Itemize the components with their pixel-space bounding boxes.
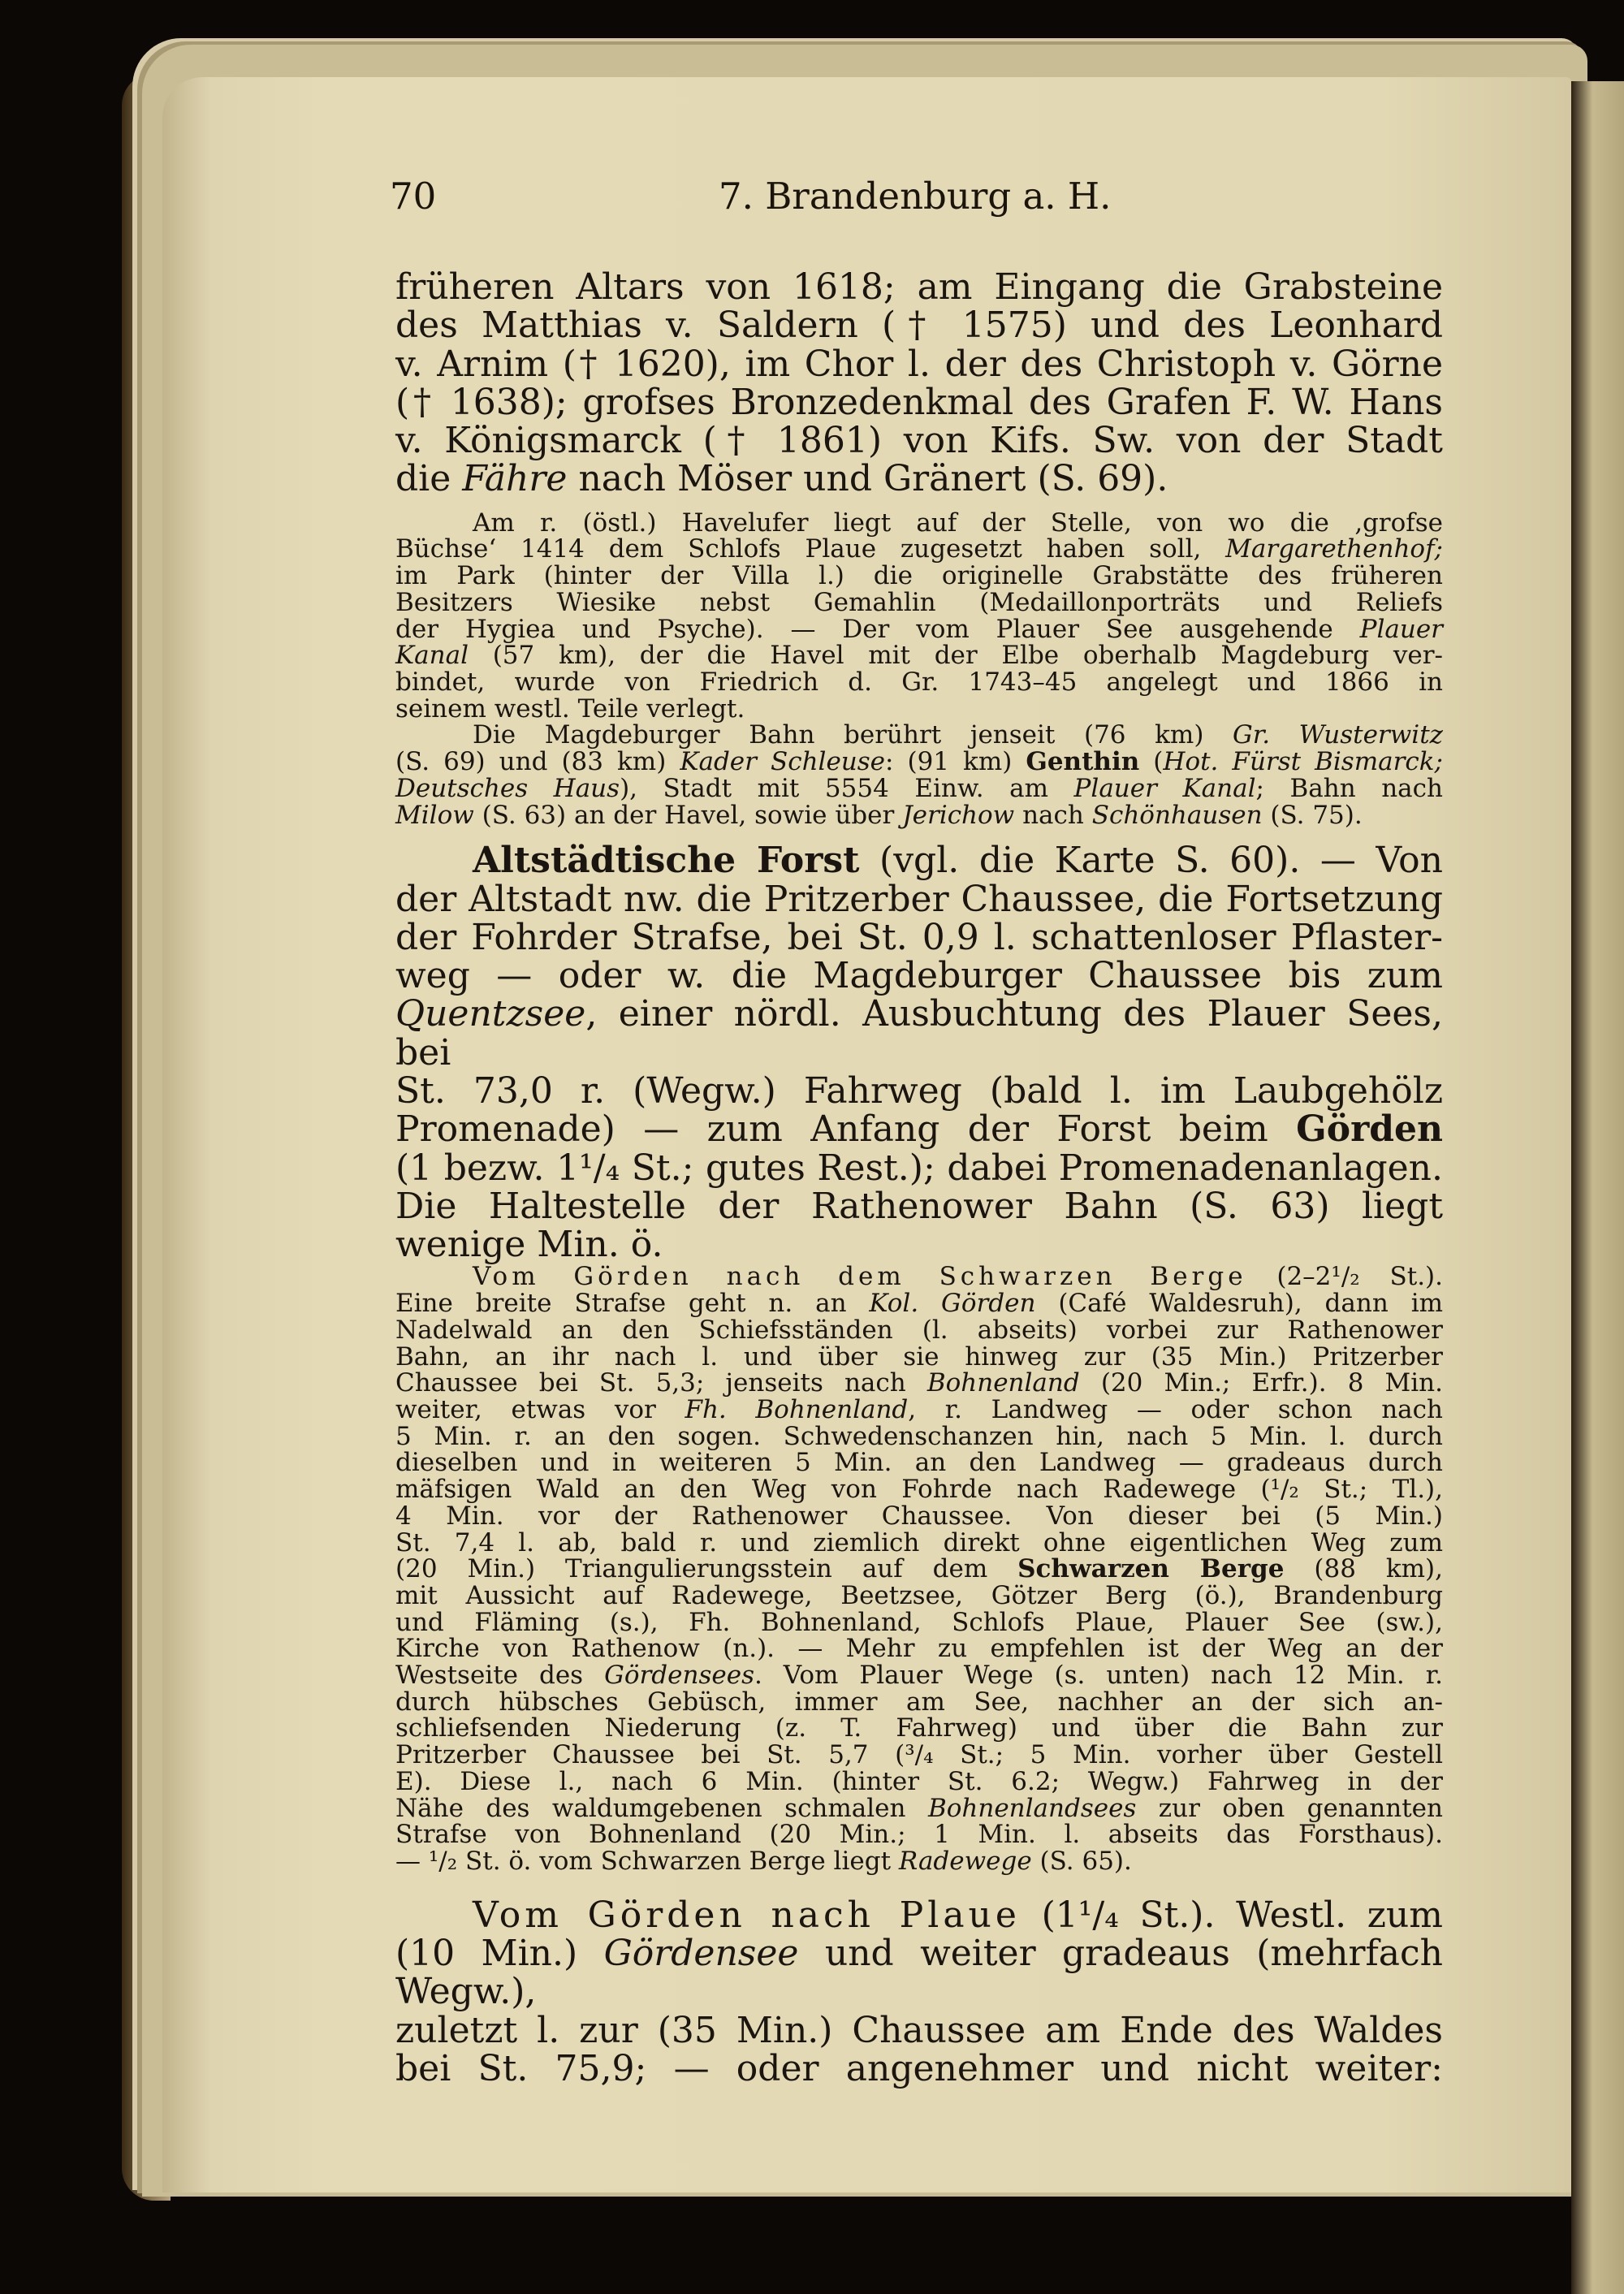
text-line: Deutsches Haus), Stadt mit 5554 Einw. am Plauer Kanal; Bahn nach bbox=[395, 773, 1443, 803]
text-line: Am r. (östl.) Havelufer liegt auf der Stelle, von wo die ‚grofse bbox=[473, 508, 1443, 538]
running-header bbox=[390, 175, 1445, 223]
text-line: bindet, wurde von Friedrich d. Gr. 1743–45 angelegt und 1866 in bbox=[395, 667, 1443, 697]
text-line: Die Magdeburger Bahn berührt jenseit (76 km) Gr. Wusterwitz bbox=[473, 720, 1443, 750]
text-line: E). Diese l., nach 6 Min. (hinter St. 6.2; Wegw.) Fahrweg in der bbox=[395, 1766, 1443, 1796]
text-line: Bahn, an ihr nach l. und über sie hinweg zur (35 Min.) Pritzerber bbox=[395, 1341, 1443, 1372]
paragraph-altstaedtische-forst bbox=[395, 841, 1443, 1264]
text-line: Pritzerber Chaussee bei St. 5,7 (³/₄ St.; 5 Min. vorher über Gestell bbox=[395, 1740, 1443, 1770]
text-line: der Fohrder Strafse, bei St. 0,9 l. schattenloser Pflaster- bbox=[395, 916, 1443, 958]
text-line: weg — oder w. die Magdeburger Chaussee bis zum bbox=[395, 955, 1443, 997]
text-line: Die Haltestelle der Rathenower Bahn (S. 63) liegt bbox=[395, 1185, 1443, 1227]
text-line: des Matthias v. Saldern († 1575) und des Leonhard bbox=[395, 305, 1443, 347]
text-line: weiter, etwas vor Fh. Bohnenland, r. Landweg — oder schon nach bbox=[395, 1395, 1443, 1424]
page-body bbox=[395, 268, 1443, 2088]
text-line: — ¹/₂ St. ö. vom Schwarzen Berge liegt Radewege (S. 65). bbox=[395, 1846, 1132, 1876]
paragraph-magdeburger-bahn bbox=[395, 722, 1443, 828]
text-line: (S. 69) und (83 km) Kader Schleuse: (91 km) Genthin (Hot. Fürst Bismarck; bbox=[395, 747, 1444, 777]
text-line: durch hübsches Gebüsch, immer am See, nachher an der sich an- bbox=[395, 1687, 1443, 1717]
text-line: Vom Görden nach Plaue (1¹/₄ St.). Westl. zum bbox=[473, 1894, 1443, 1936]
text-line: 4 Min. vor der Rathenower Chaussee. Von dieser bei (5 Min.) bbox=[395, 1501, 1443, 1531]
running-title: 7. Brandenburg a. H. bbox=[719, 175, 1112, 218]
text-line: zuletzt l. zur (35 Min.) Chaussee am Ende des Waldes bbox=[395, 2009, 1443, 2051]
text-line: früheren Altars von 1618; am Eingang die Grabsteine bbox=[395, 266, 1443, 308]
text-line: Promenade) — zum Anfang der Forst beim Görden bbox=[395, 1108, 1443, 1151]
text-line: mäfsigen Wald an den Weg von Fohrde nach Radewege (¹/₂ St.; Tl.), bbox=[395, 1475, 1443, 1505]
text-line: St. 73,0 r. (Wegw.) Fahrweg (bald l. im Laubgehölz bbox=[395, 1070, 1443, 1112]
text-line: der Hygiea und Psyche). — Der vom Plauer See ausgehende Plauer bbox=[395, 614, 1443, 644]
text-line: bei St. 75,9; — oder angenehmer und nicht weiter: bbox=[395, 2047, 1443, 2089]
text-line: Strafse von Bohnenland (20 Min.; 1 Min. l. abseits das Forsthaus). bbox=[395, 1820, 1443, 1850]
text-line: Nadelwald an den Schiefsständen (l. abseits) vorbei zur Rathenower bbox=[395, 1315, 1443, 1345]
text-line: Vom Görden nach dem Schwarzen Berge (2–2¹/₂ St.). bbox=[473, 1262, 1444, 1292]
text-line: Altstädtische Forst (vgl. die Karte S. 60). — Von bbox=[473, 840, 1443, 882]
text-line: Besitzers Wiesike nebst Gemahlin (Medaillonporträts und Reliefs bbox=[395, 587, 1443, 617]
text-line: Kirche von Rathenow (n.). — Mehr zu empfehlen ist der Weg an der bbox=[395, 1634, 1443, 1664]
text-line: Nähe des waldumgebenen schmalen Bohnenlandsees zur oben genannten bbox=[395, 1793, 1443, 1823]
text-line: Eine breite Strafse geht n. an Kol. Görden (Café Waldesruh), dann im bbox=[395, 1289, 1444, 1319]
text-line: St. 7,4 l. ab, bald r. und ziemlich direkt ohne eigentlichen Weg zum bbox=[395, 1527, 1443, 1557]
text-line: mit Aussicht auf Radewege, Beetzsee, Götzer Berg (ö.), Brandenburg bbox=[395, 1580, 1443, 1610]
text-line: schliefsenden Niederung (z. T. Fahrweg) und über die Bahn zur bbox=[395, 1713, 1443, 1743]
text-line: Büchse‘ 1414 dem Schlofs Plaue zugesetzt haben soll, Margarethenhof; bbox=[395, 534, 1443, 564]
text-line: Kanal (57 km), der die Havel mit der Elbe oberhalb Magdeburg ver- bbox=[395, 641, 1443, 671]
text-line: Westseite des Gördensees. Vom Plauer Wege (s. unten) nach 12 Min. r. bbox=[395, 1661, 1444, 1691]
text-line: (10 Min.) Gördensee und weiter gradeaus (mehrfach Wegw.), bbox=[395, 1932, 1443, 2013]
text-line: seinem westl. Teile verlegt. bbox=[395, 693, 745, 724]
text-line: v. Königsmarck († 1861) von Kifs. Sw. von der Stadt bbox=[395, 420, 1443, 462]
paragraph-plaue bbox=[395, 1896, 1443, 2088]
text-line: v. Arnim († 1620), im Chor l. der des Christoph v. Görne bbox=[395, 343, 1443, 385]
paragraph-havelufer bbox=[395, 510, 1443, 723]
text-line: (20 Min.) Triangulierungsstein auf dem Schwarzen Berge (88 km), bbox=[395, 1554, 1443, 1584]
text-line: wenige Min. ö. bbox=[395, 1224, 663, 1266]
paragraph-altar bbox=[395, 268, 1443, 499]
paragraph-schwarzer-berg bbox=[395, 1264, 1443, 1874]
text-line: († 1638); grofses Bronzedenkmal des Grafen F. W. Hans bbox=[395, 381, 1443, 423]
page-number: 70 bbox=[390, 175, 437, 218]
text-line: 5 Min. r. an den sogen. Schwedenschanzen hin, nach 5 Min. l. durch bbox=[395, 1421, 1443, 1451]
text-line: Milow (S. 63) an der Havel, sowie über Jerichow nach Schönhausen (S. 75). bbox=[395, 800, 1363, 830]
text-line: die Fähre nach Möser und Gränert (S. 69). bbox=[395, 458, 1168, 500]
text-line: (1 bezw. 1¹/₄ St.; gutes Rest.); dabei Promenadenanlagen. bbox=[395, 1147, 1443, 1189]
text-line: im Park (hinter der Villa l.) die originelle Grabstätte des früheren bbox=[395, 561, 1443, 591]
facing-page-edge bbox=[1571, 81, 1624, 2294]
text-line: der Altstadt nw. die Pritzerber Chaussee, die Fortsetzung bbox=[395, 878, 1443, 920]
text-line: Chaussee bei St. 5,3; jenseits nach Bohnenland (20 Min.; Erfr.). 8 Min. bbox=[395, 1368, 1443, 1398]
text-line: dieselben und in weiteren 5 Min. an den Landweg — gradeaus durch bbox=[395, 1448, 1443, 1478]
text-line: und Fläming (s.), Fh. Bohnenland, Schlofs Plaue, Plauer See (sw.), bbox=[395, 1607, 1443, 1637]
text-line: Quentzsee, einer nördl. Ausbuchtung des Plauer Sees, bei bbox=[395, 993, 1443, 1074]
